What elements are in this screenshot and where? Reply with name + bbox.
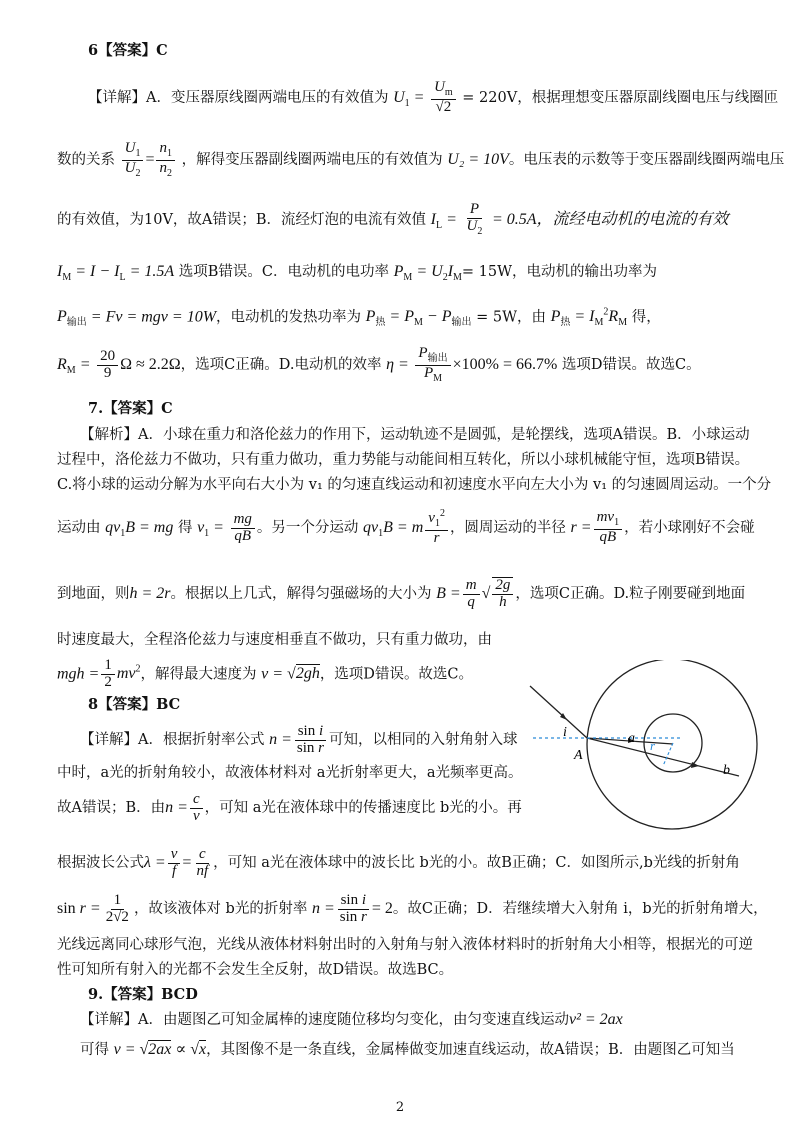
label-r: r — [650, 738, 656, 753]
q6-line-4: $I_M = I - I_L = 1.5A$ 选项B错误。C．电动机的电功率 $P_M = U_2I_M= 15W$，电动机的输出功率为 — [57, 263, 658, 284]
q7-line-5: 到地面，则h = 2r。根据以上几式，解得匀强磁场的大小为 B = $\frac{m}{q}$ √ $\frac{2g}{h}$ ，选项C正确。D.粒子刚要碰到地面 — [57, 576, 746, 610]
radius-dashed-line — [663, 743, 673, 766]
q8-line-3: 故A错误；B．由n = $\frac{c}{v}$ ，可知 a光在液体球中的传播速度比 b光的小。再 — [57, 790, 522, 824]
ray-b-arrow-icon — [691, 762, 699, 768]
q8-line-6: 光线远离同心球形气泡，光线从液体材料射出时的入射角与射入液体材料时的折射角大小相等，根据光的可逆 — [57, 937, 753, 953]
page-number: 2 — [395, 1100, 405, 1115]
q6-heading: 6【答案】C — [88, 42, 168, 59]
q7-line-7: mgh = $\frac{1}{2}$ $mv^2$，解得最大速度为 v = √2gh，选项D错误。故选C。 — [57, 657, 474, 690]
label-A: A — [574, 748, 583, 763]
q8-line-5: sin r = $\frac{1}{2√2}$ ，故该液体对 b光的折射率 n = $\frac{\text{sin i}}{\text{sin r}}$ = 2。故C正确；D．若继续增大入射角 i，b光的折射角增大， — [57, 891, 768, 925]
q8-line-7: 性可知所有射入的光都不会发生全反射，故D错误。故选BC。 — [57, 962, 454, 978]
q6-line-2: 数的关系 $\frac{U_1}{U_2}$ = $\frac{n_1}{n_2}$ ，解得变压器副线圈两端电压的有效值为 U₂ = 10V。电压表的示数等于变压器副线圈两端电压 — [57, 140, 785, 179]
q7-line-1: 【解析】A．小球在重力和洛伦兹力的作用下，运动轨迹不是圆弧，是轮摆线，选项A错误。B．小球运动 — [80, 427, 750, 443]
q7-line-4: 运动由 $qv_1B$ = mg 得 $v_1$ = $\frac{mg}{qB}$ 。另一个分运动 $qv_1B = m$ $\frac{v_1^2}{r}$ ，圆周运动的半径 r = $\frac{mv_1}{qB}$ ，若小球刚好不会碰 — [57, 508, 755, 546]
label-a: a — [628, 731, 635, 746]
fraction-um-sqrt2: $\frac{U_m}{√2}$ — [431, 80, 456, 115]
incident-ray — [530, 686, 587, 738]
q8-line-2: 中时，a光的折射角较小，故液体材料对 a光折射率更大，a光频率更高。 — [57, 765, 523, 781]
q8-line-1: 【详解】A．根据折射率公式 n = $\frac{\text{sin i}}{\text{sin r}}$ 可知，以相同的入射角射入球 — [80, 722, 518, 756]
q9-heading: 9.【答案】BCD — [88, 986, 198, 1003]
q7-line-3: C.将小球的运动分解为水平向右大小为 v₁ 的匀速直线运动和初速度水平向左大小为 v₁ 的匀速圆周运动。一个分 — [57, 477, 772, 493]
q6-line-1: 【详解】A．变压器原线圈两端电压的有效值为 $U_1$ = $\frac{U_m}{√2}$ = 220V，根据理想变压器原副线圈电压与线圈匝 — [88, 79, 779, 115]
q6-line-3: 的有效值，为10V，故A错误；B．流经灯泡的电流有效值 $I_L$ = $\frac{P}{U_2}$ = 0.5A，流经电动机的电流的有效 — [57, 201, 729, 238]
q7-heading: 7.【答案】C — [88, 400, 173, 417]
refraction-diagram — [525, 660, 780, 850]
q6-line-5: $P_{输出} = Fv$ = mgv = 10W，电动机的发热功率为 $P_热 = P_M - P_{输出} = 5W$，由 $P_热 = I_M^2R_M$ 得， — [57, 307, 661, 329]
q8-line-4: 根据波长公式λ = $\frac{v}{f}$ = $\frac{c}{nf}$ ，可知 a光在液体球中的波长比 b光的小。故B正确；C．如图所示,b光线的折射角 — [57, 845, 740, 879]
q9-line-2: 可得 v = √2ax ∝ √x，其图像不是一条直线，金属棒做变加速直线运动，故A错误；B．由题图乙可知当 — [80, 1041, 735, 1058]
q9-line-1: 【详解】A．由题图乙可知金属棒的速度随位移均匀变化，由匀变速直线运动v² = 2ax — [80, 1011, 623, 1028]
q7-line-6: 时速度最大，全程洛伦兹力与速度相垂直不做功，只有重力做功，由 — [57, 632, 492, 648]
label-i: i — [563, 725, 567, 740]
q7-line-2: 过程中，洛伦兹力不做功，只有重力做功，重力势能与动能间相互转化，所以小球机械能守恒，选项B错误。 — [57, 452, 750, 468]
q8-heading: 8【答案】BC — [88, 696, 181, 713]
q6-line-6: $R_M$ = $\frac{20}{9}$ Ω ≈ 2.2Ω，选项C正确。D.电动机的效率 η = $\frac{P_{输出}}{P_M}$ ×100% = 66.7% 选项D错误。故选C。 — [57, 345, 701, 384]
label-b: b — [723, 763, 730, 778]
